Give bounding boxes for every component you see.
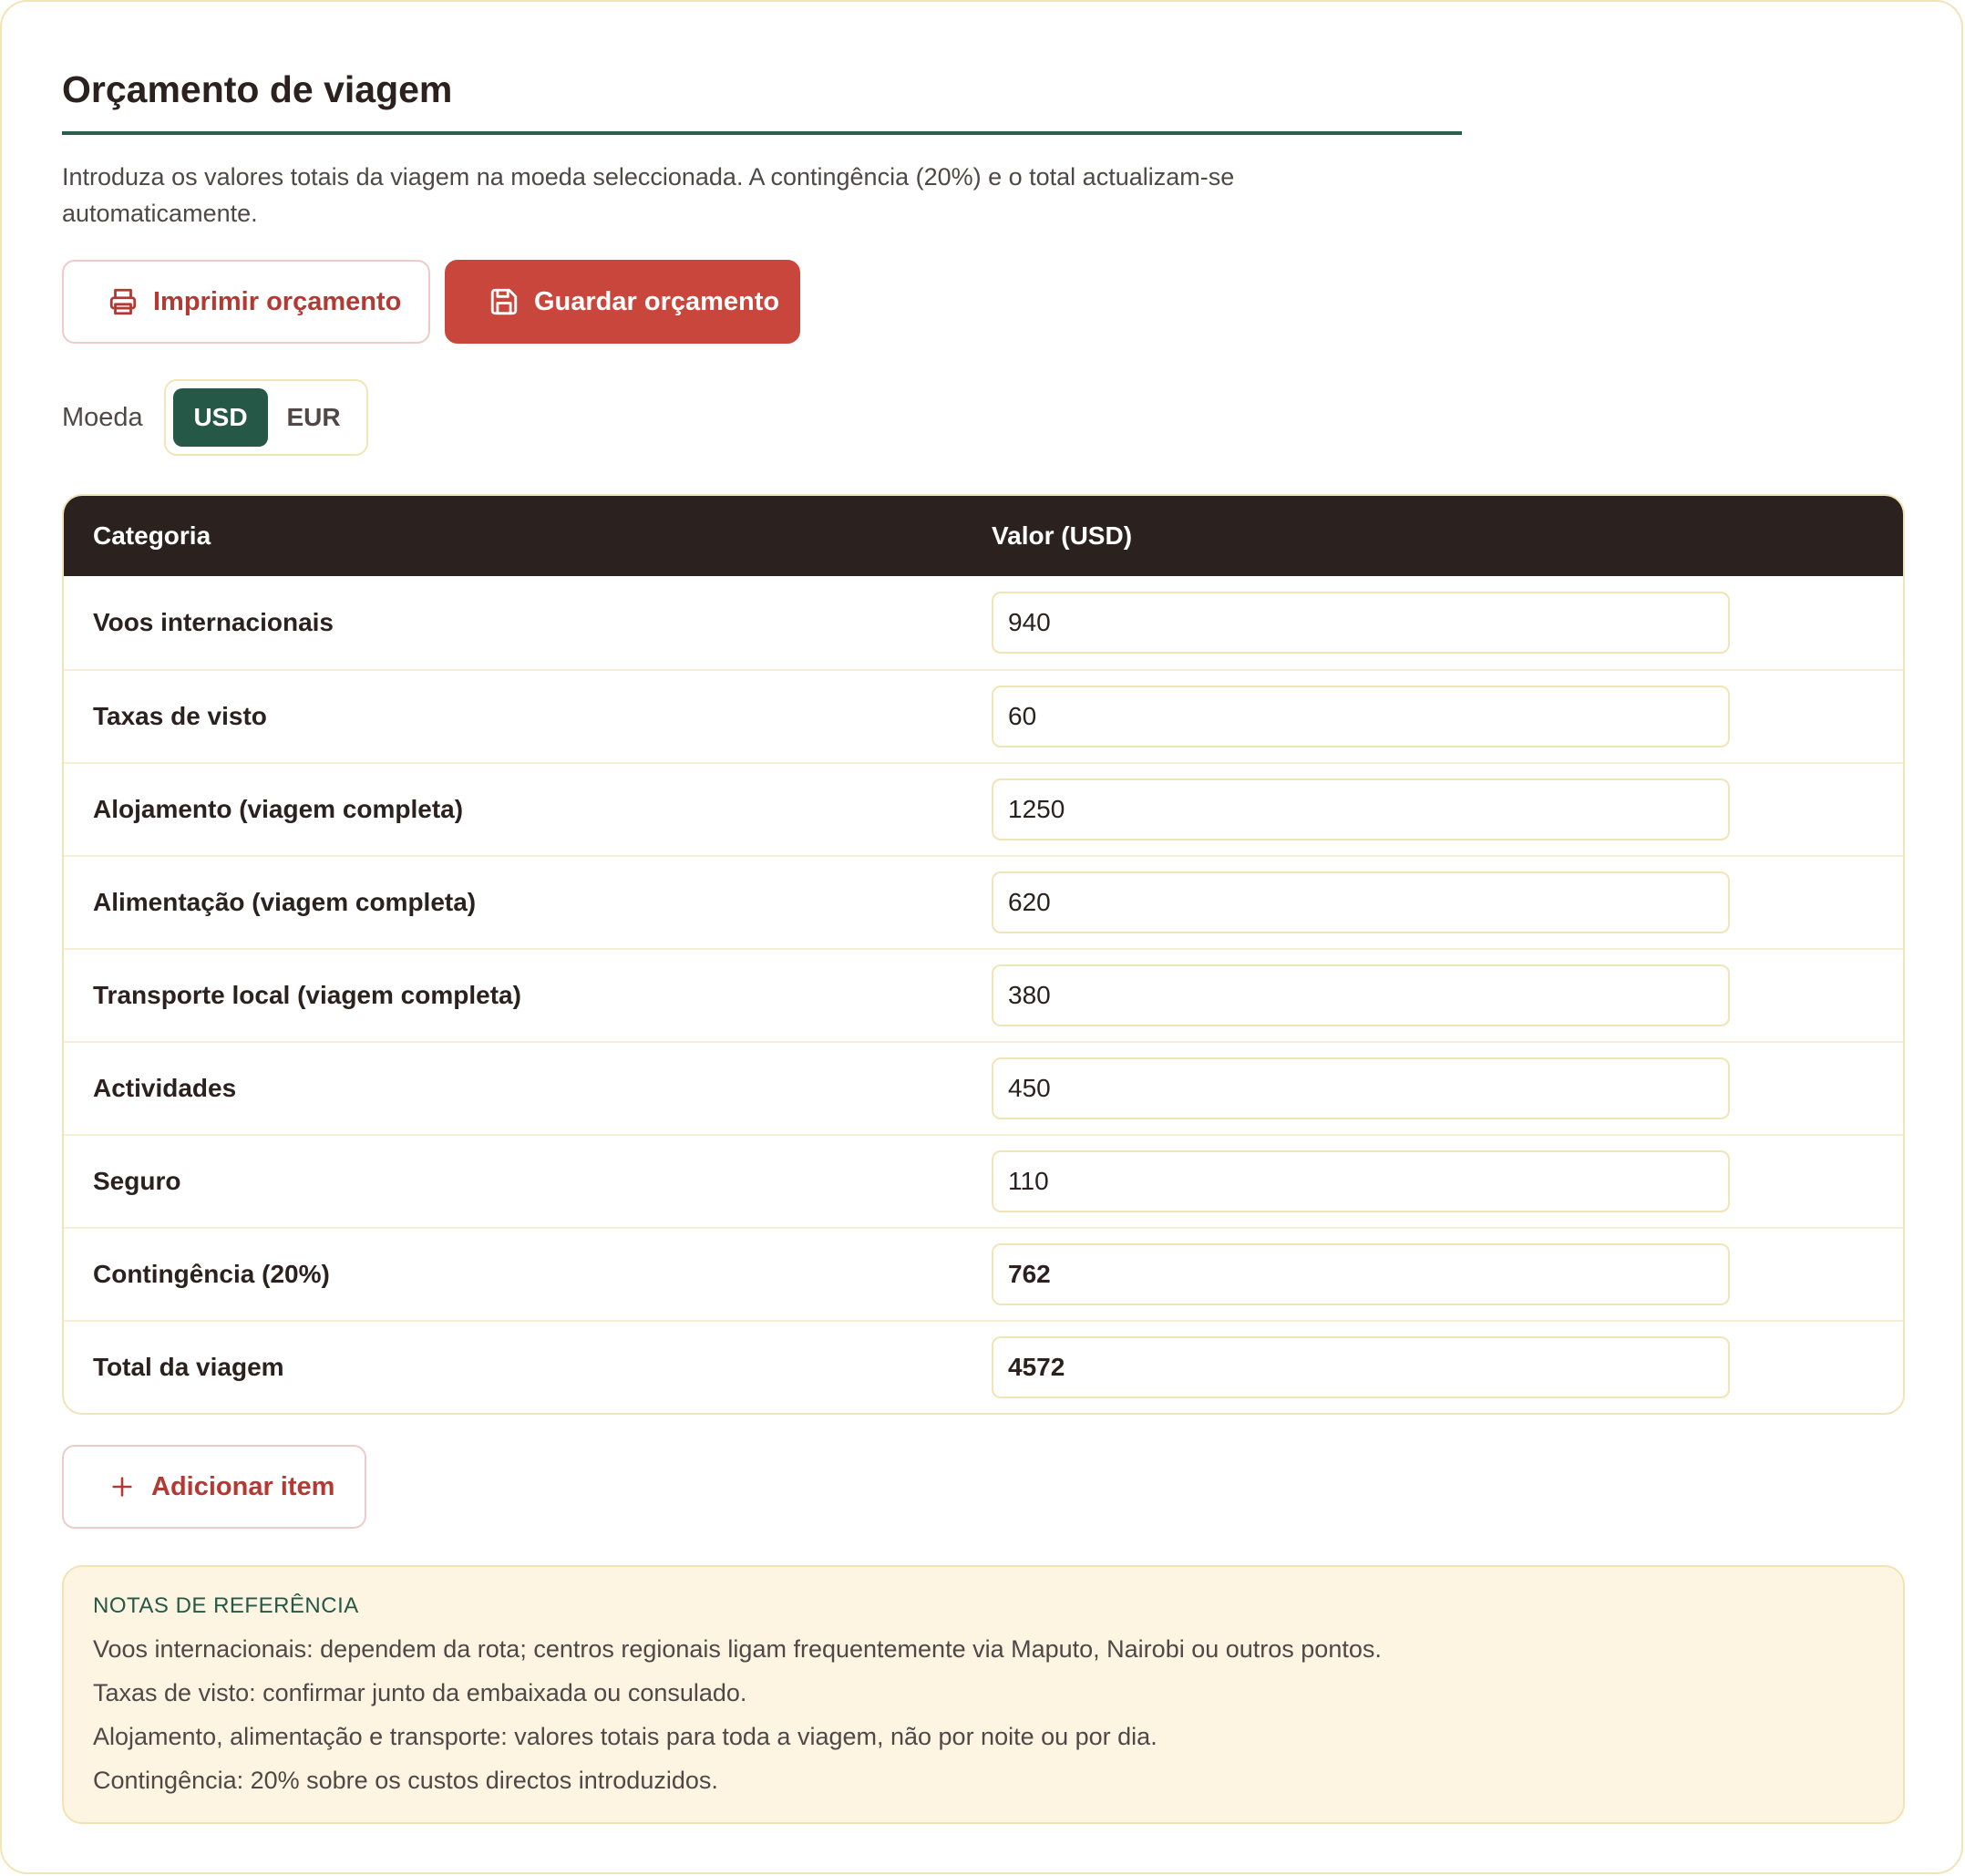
plus-icon	[109, 1474, 135, 1500]
table-row	[64, 669, 1903, 762]
column-header-category: Categoria	[93, 521, 211, 550]
row-value-input[interactable]	[992, 871, 1730, 933]
save-budget-label: Guardar orçamento	[534, 286, 780, 316]
add-item-button[interactable]	[62, 1445, 366, 1529]
row-category: Seguro	[93, 1167, 181, 1195]
row-category: Total da viagem	[93, 1353, 284, 1381]
total-value-field	[992, 1336, 1730, 1398]
column-header-value: Valor (USD)	[992, 521, 1133, 550]
row-value-input[interactable]	[992, 1057, 1730, 1119]
table-row	[64, 1227, 1903, 1320]
currency-option-usd[interactable]: USD	[173, 388, 268, 447]
table-body	[64, 576, 1903, 1413]
add-item-label: Adicionar item	[151, 1471, 335, 1501]
currency-option-eur[interactable]: EUR	[286, 403, 341, 431]
table-row	[64, 855, 1903, 948]
note-line: Contingência: 20% sobre os custos directos introduzidos.	[93, 1767, 718, 1794]
row-value-input[interactable]	[992, 592, 1730, 654]
title-divider	[62, 131, 1462, 135]
row-category: Alojamento (viagem completa)	[93, 795, 464, 823]
note-line: Voos internacionais: dependem da rota; centros regionais ligam frequentemente via Maputo, Nairobi ou outros pontos.	[93, 1635, 1382, 1663]
table-row	[64, 762, 1903, 855]
intro-text: Introduza os valores totais da viagem na moeda seleccionada. A contingência (20%) e o total actualizam-se automaticamente.	[62, 163, 1235, 227]
print-budget-button[interactable]	[62, 260, 430, 344]
page-title: Orçamento de viagem	[62, 68, 453, 110]
action-bar	[62, 260, 1901, 344]
currency-label: Moeda	[62, 402, 143, 432]
currency-toggle	[164, 379, 368, 456]
budget-table	[62, 494, 1905, 1415]
currency-selector	[62, 379, 1901, 456]
row-value-input[interactable]	[992, 964, 1730, 1026]
table-row	[64, 576, 1903, 669]
row-value-input[interactable]	[992, 685, 1730, 747]
row-category: Transporte local (viagem completa)	[93, 981, 521, 1009]
printer-icon	[108, 286, 139, 317]
row-category: Actividades	[93, 1074, 237, 1102]
contingency-value-field	[992, 1243, 1730, 1305]
table-row	[64, 1041, 1903, 1134]
row-category: Alimentação (viagem completa)	[93, 888, 477, 916]
row-value-input[interactable]	[992, 778, 1730, 840]
row-value-input[interactable]	[992, 1150, 1730, 1212]
row-category: Voos internacionais	[93, 608, 334, 636]
note-line: Taxas de visto: confirmar junto da embaixada ou consulado.	[93, 1679, 747, 1706]
save-budget-button[interactable]	[445, 260, 800, 344]
floppy-disk-icon	[489, 286, 520, 317]
table-row	[64, 948, 1903, 1041]
notes-title: NOTAS DE REFERÊNCIA	[93, 1593, 359, 1618]
note-line: Alojamento, alimentação e transporte: valores totais para toda a viagem, não por noite ou por dia.	[93, 1723, 1157, 1750]
table-row	[64, 1320, 1903, 1413]
table-row	[64, 1134, 1903, 1227]
print-budget-label: Imprimir orçamento	[153, 286, 402, 316]
reference-notes	[62, 1565, 1905, 1824]
row-category: Contingência (20%)	[93, 1260, 330, 1288]
table-header	[64, 496, 1903, 576]
row-category: Taxas de visto	[93, 702, 267, 730]
